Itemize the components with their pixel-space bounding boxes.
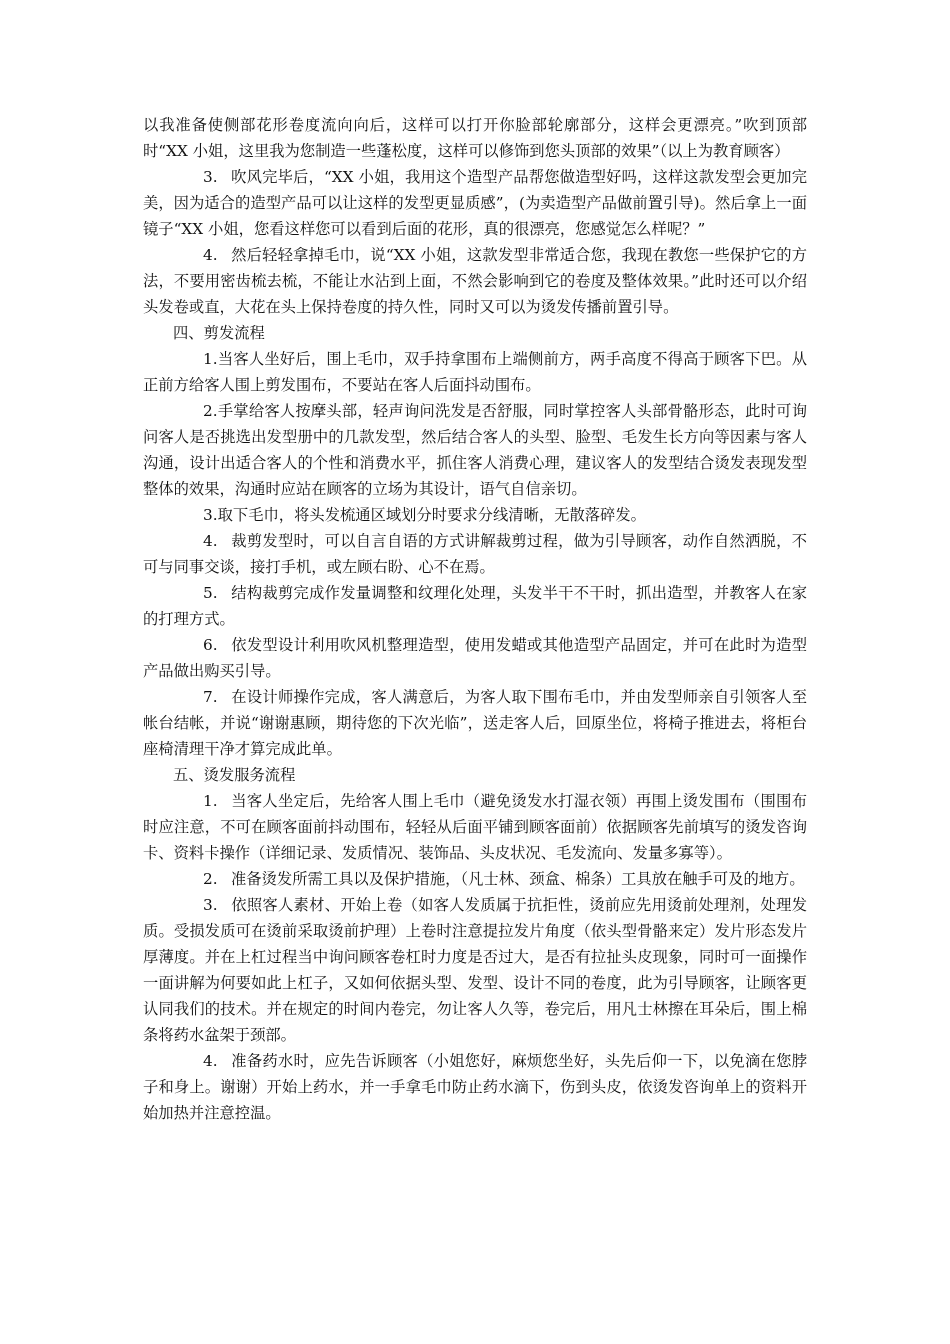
paragraph-haircut-7 [143, 684, 807, 762]
heading-text: 五、烫发服务流程 [173, 766, 296, 784]
step-number: 2. [203, 402, 218, 420]
step-number: 6. [203, 636, 218, 654]
step-number: 3. [203, 506, 218, 524]
step-number: 7. [203, 688, 218, 706]
step-number: 1. [203, 350, 218, 368]
paragraph-text: 结构裁剪完成作发量调整和纹理化处理，头发半干不干时，抓出造型，并教客人在家的打理方式。 [143, 584, 807, 628]
step-number: 5. [203, 584, 218, 602]
paragraph-text: 然后轻轻拿掉毛巾，说“XX 小姐，这款发型非常适合您，我现在教您一些保护它的方法，不要用密齿梳去梳，不能让水沾到上面，不然会影响到它的卷度及整体效果。”此时还可以介绍头发卷或直，大花在头上保持卷度的持久性，同时又可以为烫发传播前置引导。 [143, 246, 807, 316]
paragraph-text: 依照客人素材、开始上卷（如客人发质属于抗拒性，烫前应先用烫前处理剂，处理发质。受损发质可在烫前采取烫前护理）上卷时注意提拉发片角度（依头型骨骼来定）发片形态发片厚薄度。并在上杠过程当中询问顾客卷杠时力度是否过大，是否有拉扯头皮现象，同时可一面操作一面讲解为何要如此上杠子，又如何依据头型、发型、设计不同的卷度，此为引导顾客，让顾客更认同我们的技术。并在规定的时间内卷完，勿让客人久等，卷完后，用凡士林擦在耳朵后，围上棉条将药水盆架于颈部。 [143, 896, 807, 1044]
step-number: 4. [203, 246, 218, 264]
paragraph-perm-3 [143, 892, 807, 1048]
heading-text: 四、剪发流程 [173, 324, 265, 342]
document-body [143, 112, 807, 1126]
paragraph-text: 吹风完毕后，“XX 小姐，我用这个造型产品帮您做造型好吗，这样这款发型会更加完美，因为适合的造型产品可以让这样的发型更显质感”，(为卖造型产品做前置引导)。然后拿上一面镜子“XX 小姐，您看这样您可以看到后面的花形，真的很漂亮，您感觉怎么样呢？” [143, 168, 807, 238]
section-heading-haircut [143, 320, 807, 346]
paragraph-haircut-6 [143, 632, 807, 684]
step-number: 3. [203, 896, 218, 914]
paragraph-step-3 [143, 164, 807, 242]
step-number: 4. [203, 532, 218, 550]
step-number: 1. [203, 792, 218, 810]
paragraph-haircut-1 [143, 346, 807, 398]
paragraph-continuation [143, 112, 807, 164]
paragraph-text: 准备药水时，应先告诉顾客（小姐您好，麻烦您坐好，头先后仰一下，以免滴在您脖子和身上。谢谢）开始上药水，并一手拿毛巾防止药水滴下，伤到头皮，依烫发咨询单上的资料开始加热并注意控温。 [143, 1052, 807, 1122]
step-number: 4. [203, 1052, 218, 1070]
paragraph-haircut-4 [143, 528, 807, 580]
paragraph-haircut-5 [143, 580, 807, 632]
paragraph-text: 依发型设计利用吹风机整理造型，使用发蜡或其他造型产品固定，并可在此时为造型产品做出购买引导。 [143, 636, 807, 680]
paragraph-perm-1 [143, 788, 807, 866]
paragraph-text: 裁剪发型时，可以自言自语的方式讲解裁剪过程，做为引导顾客，动作自然洒脱，不可与同事交谈，接打手机，或左顾右盼、心不在焉。 [143, 532, 807, 576]
paragraph-haircut-3 [143, 502, 807, 528]
step-number: 3. [203, 168, 218, 186]
paragraph-perm-2 [143, 866, 807, 892]
paragraph-text: 手掌给客人按摩头部，轻声询问洗发是否舒服，同时掌控客人头部骨骼形态，此时可询问客人是否挑选出发型册中的几款发型，然后结合客人的头型、脸型、毛发生长方向等因素与客人沟通，设计出适合客人的个性和消费水平，抓住客人消费心理，建议客人的发型结合烫发表现发型整体的效果，沟通时应站在顾客的立场为其设计，语气自信亲切。 [143, 402, 807, 498]
paragraph-step-4 [143, 242, 807, 320]
paragraph-text: 当客人坐定后，先给客人围上毛巾（避免烫发水打湿衣领）再围上烫发围布（围围布时应注意，不可在顾客面前抖动围布，轻轻从后面平铺到顾客面前）依据顾客先前填写的烫发咨询卡、资料卡操作（详细记录、发质情况、装饰品、头皮状况、毛发流向、发量多寡等）。 [143, 792, 807, 862]
step-number: 2. [203, 870, 218, 888]
section-heading-perm [143, 762, 807, 788]
paragraph-haircut-2 [143, 398, 807, 502]
paragraph-text: 当客人坐好后，围上毛巾，双手持拿围布上端侧前方，两手高度不得高于顾客下巴。从正前方给客人围上剪发围布，不要站在客人后面抖动围布。 [143, 350, 807, 394]
paragraph-text: 取下毛巾，将头发梳通区域划分时要求分线清晰，无散落碎发。 [217, 506, 646, 524]
paragraph-text: 在设计师操作完成，客人满意后，为客人取下围布毛巾，并由发型师亲自引领客人至帐台结帐，并说“谢谢惠顾，期待您的下次光临”，送走客人后，回原坐位，将椅子推进去，将柜台座椅清理干净才算完成此单。 [143, 688, 807, 758]
paragraph-text: 准备烫发所需工具以及保护措施，（凡士林、颈盒、棉条）工具放在触手可及的地方。 [231, 870, 805, 888]
paragraph-perm-4 [143, 1048, 807, 1126]
paragraph-text: 以我准备使侧部花形卷度流向向后，这样可以打开你脸部轮廓部分，这样会更漂亮。”吹到顶部时“XX 小姐，这里我为您制造一些蓬松度，这样可以修饰到您头顶部的效果”（以上为教育顾客） [143, 116, 807, 160]
